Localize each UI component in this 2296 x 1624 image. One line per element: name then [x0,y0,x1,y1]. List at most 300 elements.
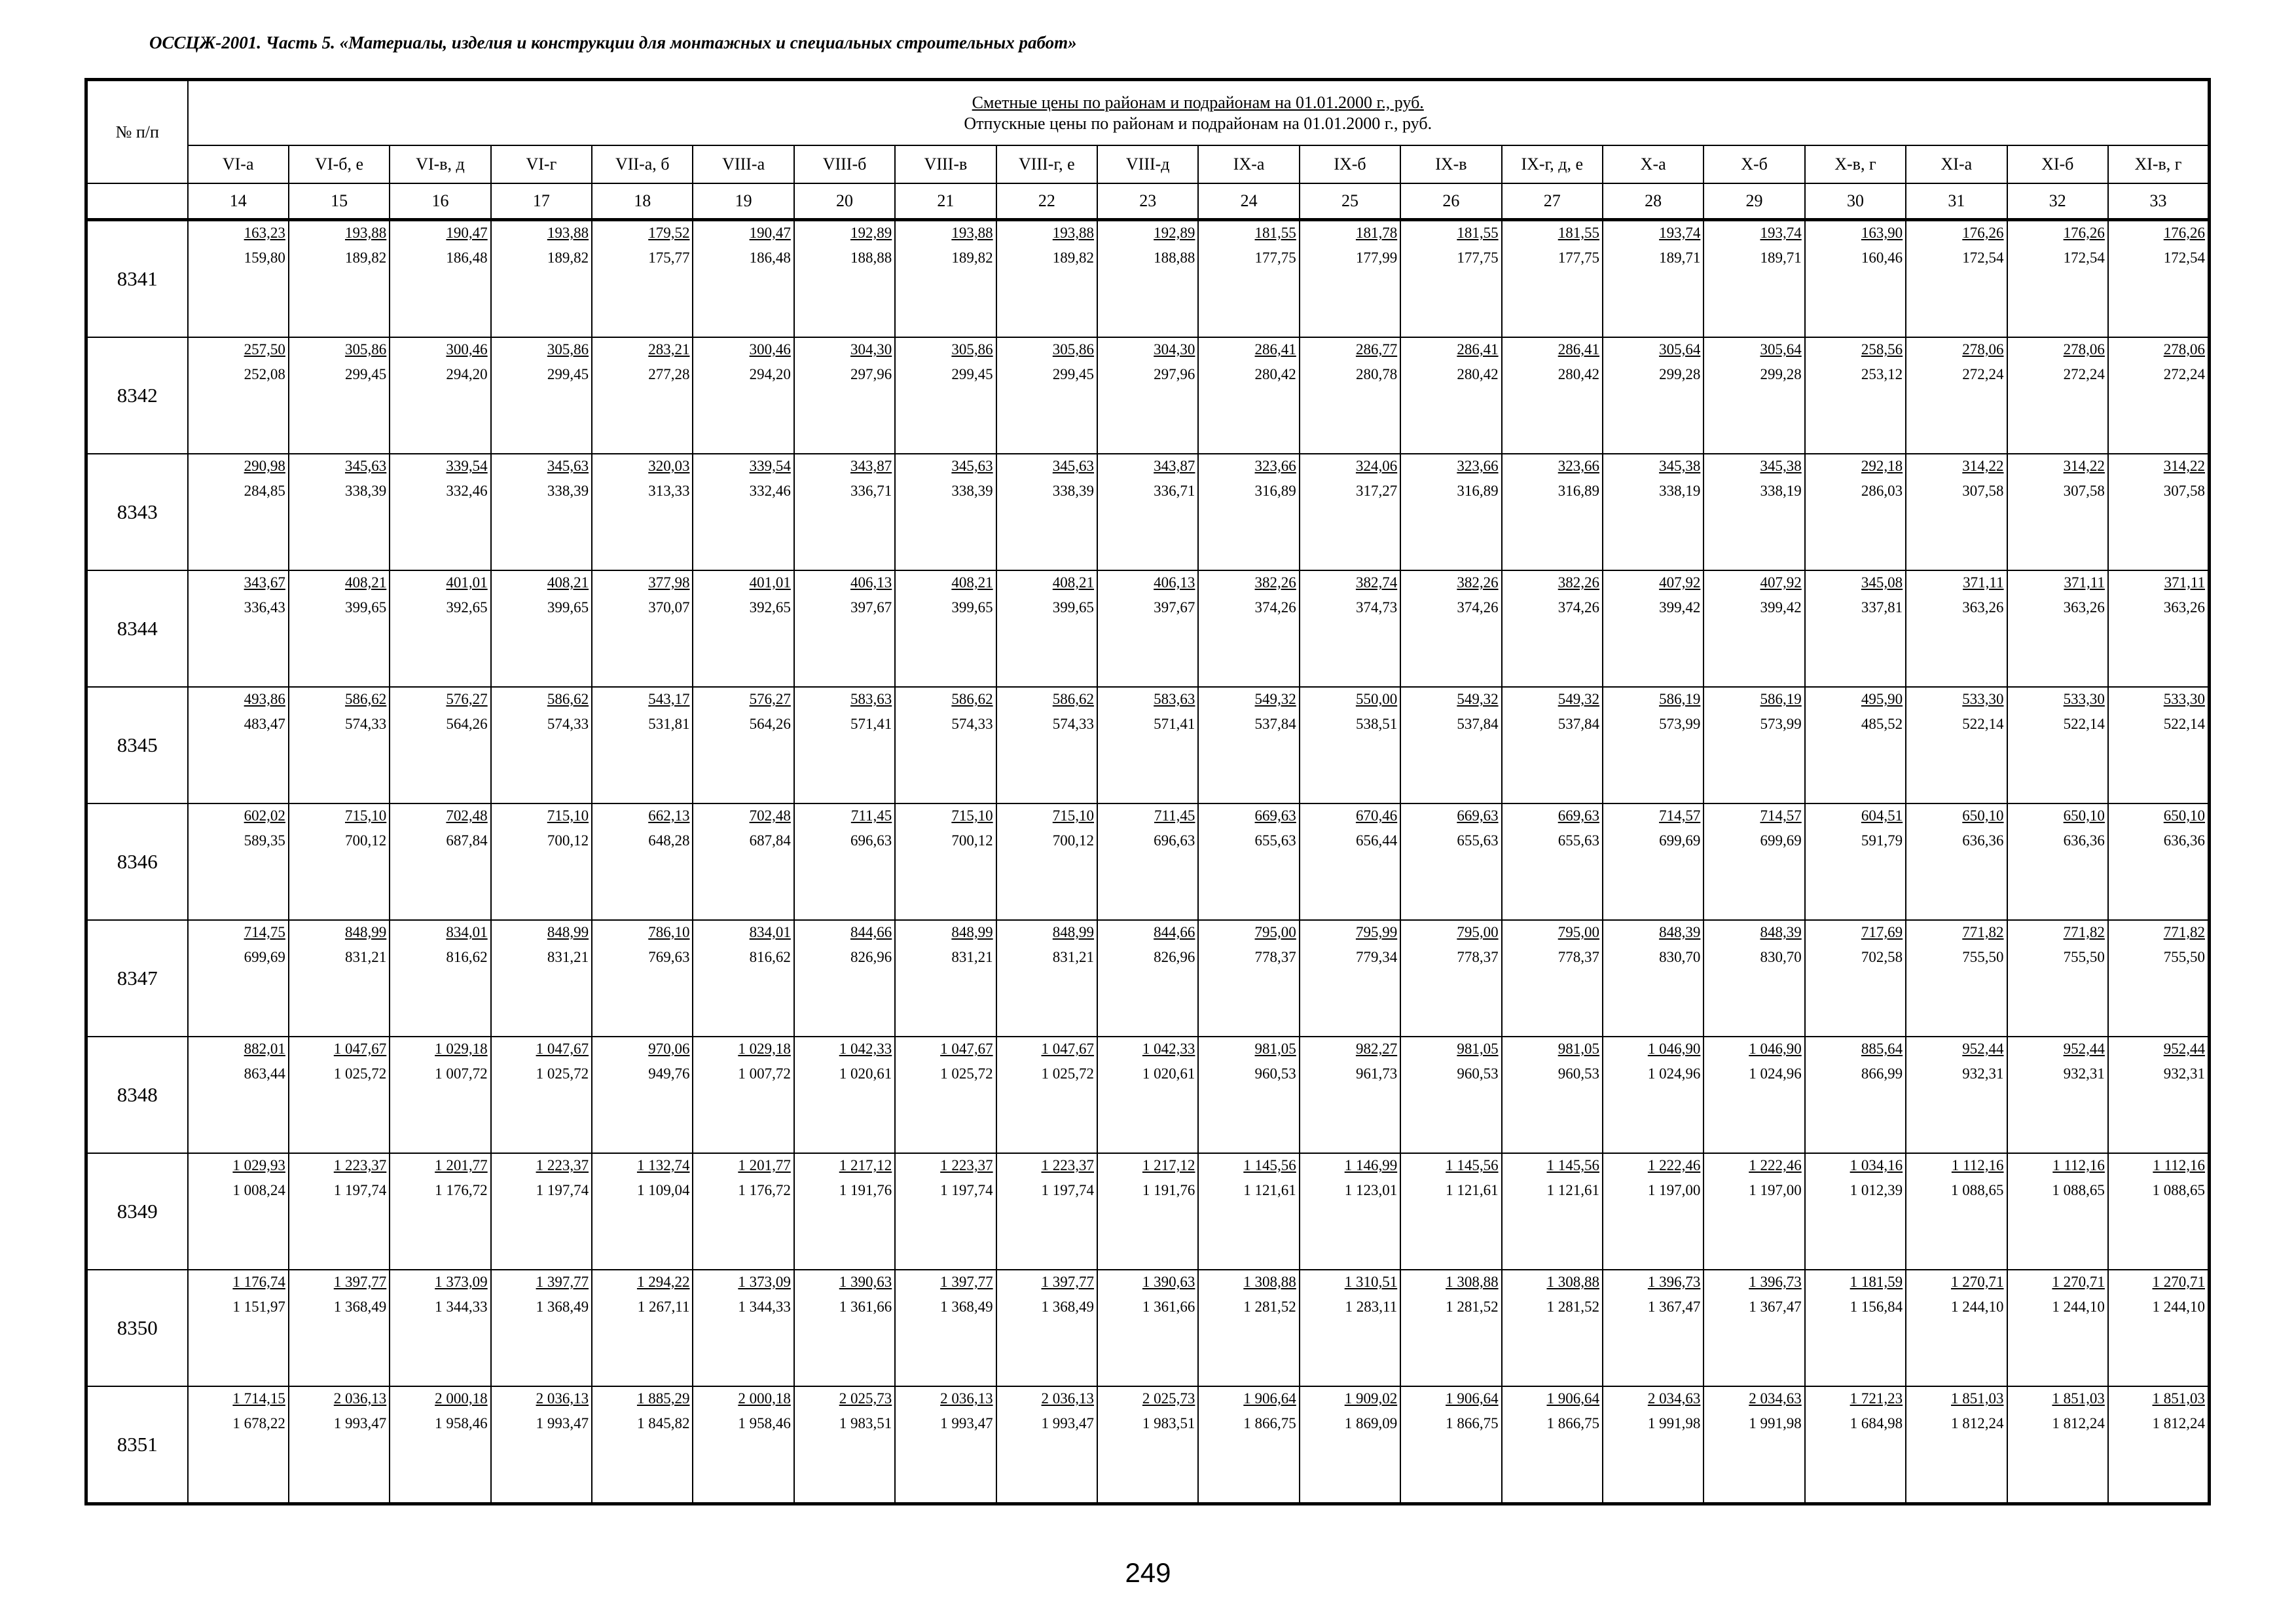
release-price: 655,63 [1254,832,1296,849]
estimate-price: 1 046,90 [1749,1041,1802,1057]
release-price: 272,24 [2063,366,2105,382]
price-cell [1502,1270,1603,1386]
release-price: 277,28 [648,366,690,382]
table-row [86,920,2210,1037]
estimate-price: 1 217,12 [1142,1157,1195,1173]
price-cell [1400,803,1501,920]
estimate-price: 669,63 [1254,807,1296,824]
estimate-price: 834,01 [749,924,791,940]
price-cell [1603,803,1704,920]
release-price: 1 024,96 [1647,1065,1701,1082]
price-cell [1400,454,1501,570]
column-number: 26 [1400,183,1501,220]
estimate-price: 1 906,64 [1546,1390,1599,1407]
release-price: 1 008,24 [232,1182,285,1198]
estimate-price: 258,56 [1861,341,1903,358]
price-cell [390,920,490,1037]
estimate-price: 952,44 [2063,1041,2105,1057]
estimate-price: 715,10 [345,807,387,824]
estimate-price: 345,08 [1861,574,1903,591]
table-row [86,687,2210,803]
release-price: 1 368,49 [536,1299,589,1315]
price-cell [895,570,996,687]
price-cell [1097,803,1198,920]
price-cell [2007,687,2108,803]
price-cell [693,920,793,1037]
release-price: 1 197,00 [1647,1182,1701,1198]
estimate-price: 278,06 [1962,341,2004,358]
estimate-price: 650,10 [2063,807,2105,824]
price-cell [1906,920,2007,1037]
estimate-price: 1 270,71 [2152,1274,2205,1290]
estimate-price: 795,99 [1355,924,1398,940]
release-price: 363,26 [2063,599,2105,616]
estimate-price: 408,21 [345,574,387,591]
price-cell [1198,920,1299,1037]
estimate-price: 305,64 [1760,341,1802,358]
release-price: 571,41 [1154,716,1195,732]
table-row [86,570,2210,687]
estimate-price: 1 223,37 [333,1157,387,1173]
price-cell [1097,454,1198,570]
release-price: 522,14 [1962,716,2004,732]
estimate-price: 1 181,59 [1850,1274,1903,1290]
table-row [86,1037,2210,1153]
estimate-price: 193,74 [1760,225,1802,241]
release-price: 1 191,76 [839,1182,892,1198]
estimate-price: 493,86 [244,691,285,707]
release-price: 1 812,24 [2152,1415,2205,1431]
estimate-price: 2 025,73 [839,1390,892,1407]
release-price: 370,07 [648,599,690,616]
release-price: 307,58 [1962,483,2004,499]
estimate-price: 550,00 [1355,691,1398,707]
estimate-price: 981,05 [1558,1041,1599,1057]
column-number: 28 [1603,183,1704,220]
column-number: 23 [1097,183,1198,220]
release-price: 280,42 [1254,366,1296,382]
estimate-price: 181,55 [1457,225,1499,241]
release-price: 363,26 [2163,599,2205,616]
release-price: 960,53 [1254,1065,1296,1082]
estimate-price: 711,45 [1154,807,1195,824]
release-price: 700,12 [1052,832,1095,849]
release-price: 1 121,61 [1446,1182,1499,1198]
column-number: 25 [1300,183,1400,220]
estimate-price: 1 909,02 [1344,1390,1398,1407]
release-price: 1 812,24 [1951,1415,2004,1431]
estimate-price: 290,98 [244,458,285,474]
estimate-price: 1 373,09 [435,1274,488,1290]
estimate-price: 1 029,93 [232,1157,285,1173]
estimate-price: 1 201,77 [738,1157,791,1173]
row-id: 8349 [86,1153,188,1270]
estimate-title: Сметные цены по районам и подрайонам на 01.01.2000 г., руб. [972,92,1424,112]
estimate-price: 495,90 [1861,691,1903,707]
price-cell [1704,920,1804,1037]
estimate-price: 292,18 [1861,458,1903,474]
estimate-price: 345,38 [1659,458,1701,474]
estimate-price: 604,51 [1861,807,1903,824]
release-price: 831,21 [951,949,993,965]
release-price: 483,47 [244,716,285,732]
release-price: 299,45 [547,366,589,382]
price-cell [1300,220,1400,338]
release-price: 299,45 [345,366,387,382]
release-price: 1 244,10 [2052,1299,2105,1315]
estimate-price: 2 036,13 [536,1390,589,1407]
release-price: 313,33 [648,483,690,499]
price-cell [794,337,895,454]
price-cell [2108,687,2210,803]
row-id: 8341 [86,220,188,338]
row-id: 8347 [86,920,188,1037]
estimate-price: 406,13 [850,574,892,591]
release-price: 338,39 [547,483,589,499]
price-cell [1805,454,1906,570]
price-cell [895,1386,996,1504]
estimate-price: 305,86 [1052,341,1095,358]
release-price: 1 151,97 [232,1299,285,1315]
release-price: 1 983,51 [839,1415,892,1431]
price-cell [1198,454,1299,570]
price-cell [491,337,592,454]
price-cell [1603,454,1704,570]
release-price: 397,67 [1154,599,1195,616]
release-price: 1 344,33 [738,1299,791,1315]
estimate-price: 278,06 [2063,341,2105,358]
estimate-price: 848,99 [345,924,387,940]
price-cell [2007,1270,2108,1386]
estimate-price: 533,30 [2163,691,2205,707]
price-cell [1603,1153,1704,1270]
estimate-price: 1 397,77 [940,1274,993,1290]
estimate-price: 1 145,56 [1546,1157,1599,1173]
price-cell [1300,570,1400,687]
release-price: 172,54 [2063,249,2105,266]
release-price: 648,28 [648,832,690,849]
estimate-price: 650,10 [2163,807,2205,824]
estimate-price: 1 145,56 [1446,1157,1499,1173]
price-cell [895,1270,996,1386]
estimate-price: 407,92 [1760,574,1802,591]
price-cell [1097,1153,1198,1270]
release-price: 816,62 [446,949,488,965]
price-cell [1906,454,2007,570]
estimate-price: 339,54 [446,458,488,474]
price-cell [1603,920,1704,1037]
price-cell [693,570,793,687]
price-cell [390,570,490,687]
estimate-price: 343,87 [850,458,892,474]
estimate-price: 371,11 [2064,574,2105,591]
estimate-price: 176,26 [2163,225,2205,241]
price-cell [1300,454,1400,570]
release-price: 177,75 [1254,249,1296,266]
estimate-price: 1 851,03 [2152,1390,2205,1407]
release-price: 949,76 [648,1065,690,1082]
price-cell [996,1270,1097,1386]
estimate-price: 305,86 [951,341,993,358]
release-price: 1 197,74 [333,1182,387,1198]
price-cell [491,1153,592,1270]
price-cell [1198,337,1299,454]
estimate-price: 1 047,67 [1041,1041,1095,1057]
estimate-price: 1 294,22 [636,1274,690,1290]
column-number: 19 [693,183,793,220]
release-price: 755,50 [1962,949,2004,965]
district-header-row [86,145,2210,183]
estimate-price: 1 397,77 [536,1274,589,1290]
estimate-price: 401,01 [446,574,488,591]
estimate-price: 1 721,23 [1850,1390,1903,1407]
release-price: 537,84 [1558,716,1599,732]
price-cell [592,687,693,803]
price-cell [390,337,490,454]
estimate-price: 382,26 [1457,574,1499,591]
release-price: 399,65 [345,599,387,616]
price-cell [1400,687,1501,803]
release-price: 574,33 [951,716,993,732]
price-cell [491,1386,592,1504]
price-cell [794,454,895,570]
release-price: 573,99 [1760,716,1802,732]
estimate-price: 1 310,51 [1344,1274,1398,1290]
release-price: 960,53 [1558,1065,1599,1082]
release-price: 696,63 [850,832,892,849]
release-price: 485,52 [1861,716,1903,732]
estimate-price: 1 145,56 [1243,1157,1296,1173]
release-price: 363,26 [1962,599,2004,616]
row-id: 8351 [86,1386,188,1504]
price-cell [1300,337,1400,454]
release-price: 1 025,72 [1041,1065,1095,1082]
price-cell [2007,803,2108,920]
release-price: 932,31 [1962,1065,2004,1082]
release-price: 699,69 [1659,832,1701,849]
release-price: 769,63 [648,949,690,965]
estimate-price: 324,06 [1355,458,1398,474]
price-cell [1906,1037,2007,1153]
estimate-price: 844,66 [850,924,892,940]
estimate-price: 382,74 [1355,574,1398,591]
estimate-price: 345,63 [547,458,589,474]
estimate-price: 305,64 [1659,341,1701,358]
price-cell [2007,337,2108,454]
estimate-price: 1 397,77 [1041,1274,1095,1290]
release-price: 392,65 [749,599,791,616]
price-cell [2108,1386,2210,1504]
release-price: 1 121,61 [1243,1182,1296,1198]
price-cell [895,337,996,454]
release-price: 778,37 [1254,949,1296,965]
estimate-price: 193,74 [1659,225,1701,241]
estimate-price: 371,11 [2164,574,2205,591]
estimate-price: 192,89 [1154,225,1195,241]
document-header: ОССЦЖ-2001. Часть 5. «Материалы, изделия и конструкции для монтажных и специальных строительных работ» [149,33,1077,52]
release-price: 1 958,46 [738,1415,791,1431]
estimate-price: 844,66 [1154,924,1195,940]
price-cell [1906,803,2007,920]
district-header: VIII-д [1097,145,1198,183]
release-price: 299,45 [951,366,993,382]
estimate-price: 193,88 [1052,225,1095,241]
price-cell [1704,803,1804,920]
release-price: 702,58 [1861,949,1903,965]
release-price: 1 993,47 [940,1415,993,1431]
price-cell [2007,454,2108,570]
price-cell [592,220,693,338]
release-price: 1 024,96 [1749,1065,1802,1082]
price-cell [592,1270,693,1386]
estimate-price: 1 851,03 [1951,1390,2004,1407]
price-cell [1400,1037,1501,1153]
release-price: 1 361,66 [839,1299,892,1315]
estimate-price: 1 047,67 [940,1041,993,1057]
release-price: 1 283,11 [1345,1299,1398,1315]
estimate-price: 406,13 [1154,574,1195,591]
price-cell [1805,570,1906,687]
estimate-price: 345,38 [1760,458,1802,474]
price-cell [1603,220,1704,338]
estimate-price: 1 047,67 [333,1041,387,1057]
release-price: 655,63 [1457,832,1499,849]
estimate-price: 314,22 [2063,458,2105,474]
price-cell [491,454,592,570]
price-cell [996,803,1097,920]
column-number: 17 [491,183,592,220]
price-cell [693,1270,793,1386]
estimate-price: 586,19 [1760,691,1802,707]
release-price: 866,99 [1861,1065,1903,1082]
estimate-price: 717,69 [1861,924,1903,940]
price-cell [289,454,390,570]
release-price: 1 007,72 [738,1065,791,1082]
estimate-price: 970,06 [648,1041,690,1057]
release-price: 189,82 [951,249,993,266]
estimate-price: 1 029,18 [738,1041,791,1057]
table-head [86,80,2210,220]
column-number: 20 [794,183,895,220]
release-price: 831,21 [547,949,589,965]
table-row [86,1386,2210,1504]
estimate-price: 885,64 [1861,1041,1903,1057]
row-id: 8344 [86,570,188,687]
estimate-price: 193,88 [951,225,993,241]
price-cell [2007,570,2108,687]
price-cell [794,687,895,803]
price-cell [2007,1386,2108,1504]
estimate-price: 1 222,46 [1647,1157,1701,1173]
estimate-price: 286,41 [1558,341,1599,358]
price-cell [1603,687,1704,803]
price-cell [1198,1270,1299,1386]
release-price: 188,88 [1154,249,1195,266]
price-cell [1805,1386,1906,1504]
estimate-price: 345,63 [1052,458,1095,474]
release-price: 1 678,22 [232,1415,285,1431]
price-cell [693,687,793,803]
estimate-price: 715,10 [951,807,993,824]
price-cell [1906,687,2007,803]
release-price: 399,65 [951,599,993,616]
estimate-price: 1 308,88 [1446,1274,1499,1290]
price-cell [794,1386,895,1504]
estimate-price: 848,39 [1760,924,1802,940]
estimate-price: 771,82 [1962,924,2004,940]
release-price: 307,58 [2163,483,2205,499]
price-cell [1300,1386,1400,1504]
estimate-price: 981,05 [1254,1041,1296,1057]
estimate-price: 2 036,13 [1041,1390,1095,1407]
release-price: 272,24 [2163,366,2205,382]
price-cell [1704,220,1804,338]
price-cell [1097,687,1198,803]
column-number: 30 [1805,183,1906,220]
estimate-price: 286,77 [1355,341,1398,358]
estimate-price: 669,63 [1558,807,1599,824]
estimate-price: 371,11 [1963,574,2004,591]
table-row [86,1153,2210,1270]
estimate-price: 300,46 [446,341,488,358]
price-cell [188,920,289,1037]
price-cell [491,687,592,803]
estimate-price: 179,52 [648,225,690,241]
release-price: 571,41 [850,716,892,732]
estimate-price: 981,05 [1457,1041,1499,1057]
price-cell [1097,920,1198,1037]
release-price: 332,46 [446,483,488,499]
release-price: 1 020,61 [1142,1065,1195,1082]
price-cell [390,220,490,338]
estimate-price: 257,50 [244,341,285,358]
estimate-price: 533,30 [2063,691,2105,707]
price-cell [1805,1037,1906,1153]
estimate-price: 1 042,33 [839,1041,892,1057]
estimate-price: 1 397,77 [333,1274,387,1290]
release-price: 316,89 [1457,483,1499,499]
release-price: 1 344,33 [435,1299,488,1315]
price-cell [895,1037,996,1153]
column-number: 15 [289,183,390,220]
release-price: 338,39 [345,483,387,499]
estimate-price: 2 034,63 [1749,1390,1802,1407]
estimate-price: 848,99 [547,924,589,940]
price-cell [289,1037,390,1153]
estimate-price: 2 036,13 [333,1390,387,1407]
estimate-price: 286,41 [1254,341,1296,358]
district-header: IX-в [1400,145,1501,183]
release-price: 655,63 [1558,832,1599,849]
release-price: 1 109,04 [636,1182,690,1198]
price-cell [289,570,390,687]
price-cell [390,1153,490,1270]
release-price: 755,50 [2163,949,2205,965]
price-cell [895,687,996,803]
district-header: X-в, г [1805,145,1906,183]
price-cell [390,454,490,570]
price-cell [1300,1153,1400,1270]
release-price: 1 012,39 [1850,1182,1903,1198]
price-cell [1300,920,1400,1037]
release-price: 574,33 [1052,716,1095,732]
estimate-price: 176,26 [2063,225,2105,241]
page-number: 249 [1125,1557,1171,1588]
estimate-price: 181,55 [1254,225,1296,241]
estimate-price: 192,89 [850,225,892,241]
price-cell [895,920,996,1037]
estimate-price: 407,92 [1659,574,1701,591]
